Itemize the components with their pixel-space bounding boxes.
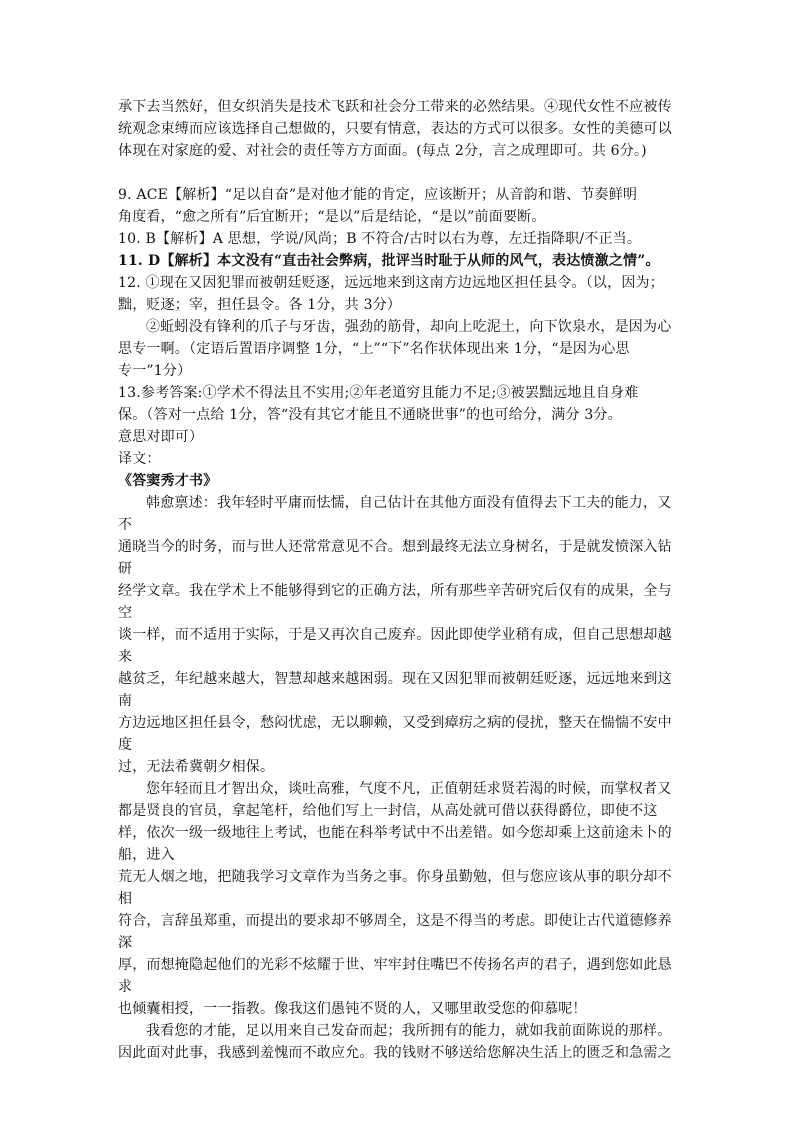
text-line: 黜，贬逐；宰，担任县令。各 1分，共 3分） bbox=[118, 297, 402, 313]
text-line: 也倾囊相授，一一指教。像我这们愚钝不贤的人，又哪里敢受您的仰慕呢！ bbox=[118, 1001, 587, 1017]
text-line: 符合，言辞虽郑重，而提出的要求却不够周全，这是不得当的考虑。即使让古代道德修养 bbox=[118, 913, 672, 929]
text-line: ②蚯蚓没有锋利的爪子与牙齿，强劲的筋骨，却向上吃泥土，向下饮泉水，是因为心 bbox=[146, 319, 672, 335]
text-line: 都是贤良的官员，拿起笔杆，给他们写上一封信，从高处就可借以获得爵位，即使不这 bbox=[118, 803, 658, 819]
text-line: 求 bbox=[118, 979, 133, 995]
text-line: 专一”1分） bbox=[118, 363, 192, 379]
text-line: 过，无法希冀朝夕相保。 bbox=[118, 759, 275, 775]
text-line: 度 bbox=[118, 737, 133, 753]
answer-13: 13.参考答案:①学术不得法且不实用;②年老道穷且能力不足;③被罢黜远地且自身难 bbox=[118, 385, 639, 401]
text-line: 厚，而想掩隐起他们的光彩不炫耀于世、牢牢封住嘴巴不传扬名声的君子，遇到您如此恳 bbox=[118, 957, 672, 973]
answer-9: 9. ACE【解析】“足以自奋”是对他才能的肯定，应该断开；从音韵和谐、节奏鲜明 bbox=[118, 187, 638, 203]
text-line: 经学文章。我在学术上不能够得到它的正确方法，所有那些辛苦研究后仅有的成果，全与 bbox=[118, 583, 672, 599]
text-line: 不 bbox=[118, 517, 133, 533]
text-line: 相 bbox=[118, 891, 133, 907]
text-line: 思专一啊。（定语后置语序调整 1分，“上”“下”名作状体现出来 1分，“是因为心思 bbox=[118, 341, 630, 357]
text-line: 船，进入 bbox=[118, 847, 175, 863]
text-line: 角度看，“愈之所有”后宜断开；“是以”后是结论，“是以”前面要断。 bbox=[118, 209, 546, 225]
text-line: 空 bbox=[118, 605, 133, 621]
text-line: 来 bbox=[118, 649, 133, 665]
text-line: 通晓当今的时务，而与世人还常常意见不合。想到最终无法立身树名，于是就发愤深入钻 bbox=[118, 539, 672, 555]
text-line: 荒无人烟之地，把随我学习文章作为当务之事。你身虽勤勉，但与您应该从事的职分却不 bbox=[118, 869, 672, 885]
text-line: 因此面对此事，我感到羞愧而不敢应允。我的钱财不够送给您解决生活上的匮乏和急需之 bbox=[118, 1045, 672, 1061]
answer-12: 12. ①现在又因犯罪而被朝廷贬逐，远远地来到这南方边远地区担任县令。（以，因为； bbox=[118, 275, 664, 291]
text-line: 深 bbox=[118, 935, 133, 951]
text-line: 统观念束缚而应该选择自己想做的，只要有情意，表达的方式可以很多。女性的美德可以 bbox=[118, 121, 672, 137]
text-line: 韩愈禀述：我年轻时平庸而怯懦，自己估计在其他方面没有值得去下工夫的能力，又 bbox=[146, 495, 672, 511]
translation-heading: 译文： bbox=[118, 451, 161, 467]
text-line: 方边远地区担任县令，愁闷忧虑，无以聊赖，又受到瘴疠之病的侵扰，整天在惴惴不安中 bbox=[118, 715, 672, 731]
text-line: 意思对即可） bbox=[118, 429, 204, 445]
text-line: 体现在对家庭的爱、对社会的责任等方方面面。(每点 2分，言之成理即可。共 6分。) bbox=[118, 143, 647, 159]
text-line: 南 bbox=[118, 693, 133, 709]
text-line: 样，依次一级一级地往上考试，也能在科举考试中不出差错。如今您却乘上这前途未卜的 bbox=[118, 825, 672, 841]
text-line: 承下去当然好，但女织消失是技术飞跃和社会分工带来的必然结果。④现代女性不应被传 bbox=[118, 99, 672, 115]
essay-title: 《答窦秀才书》 bbox=[118, 473, 218, 489]
answer-11: 11. D【解析】本文没有“直击社会弊病，批评当时耻于从师的风气，表达愤激之情”。 bbox=[118, 253, 660, 269]
text-line: 越贫乏，年纪越来越大，智慧却越来越困弱。现在又因犯罪而被朝廷贬逐，远远地来到这 bbox=[118, 671, 672, 687]
blank-line bbox=[118, 162, 674, 184]
text-line: 我看您的才能，足以用来自己发奋而起；我所拥有的能力，就如我前面陈说的那样。 bbox=[146, 1023, 672, 1039]
answer-10: 10. B【解析】A 思想，学说/风尚；B 不符合/古时以右为尊，左迁指降职/不正当。 bbox=[118, 231, 642, 247]
text-line: 保。（答对一点给 1分，答“没有其它才能且不通晓世事”的也可给分，满分 3分。 bbox=[118, 407, 622, 423]
text-line: 您年轻而且才智出众，谈吐高雅，气度不凡，正值朝廷求贤若渴的时候，而掌权者又 bbox=[146, 781, 672, 797]
document-page bbox=[118, 96, 674, 1064]
text-line: 研 bbox=[118, 561, 133, 577]
text-line: 谈一样，而不适用于实际，于是又再次自己废弃。因此即使学业稍有成，但自己思想却越 bbox=[118, 627, 672, 643]
